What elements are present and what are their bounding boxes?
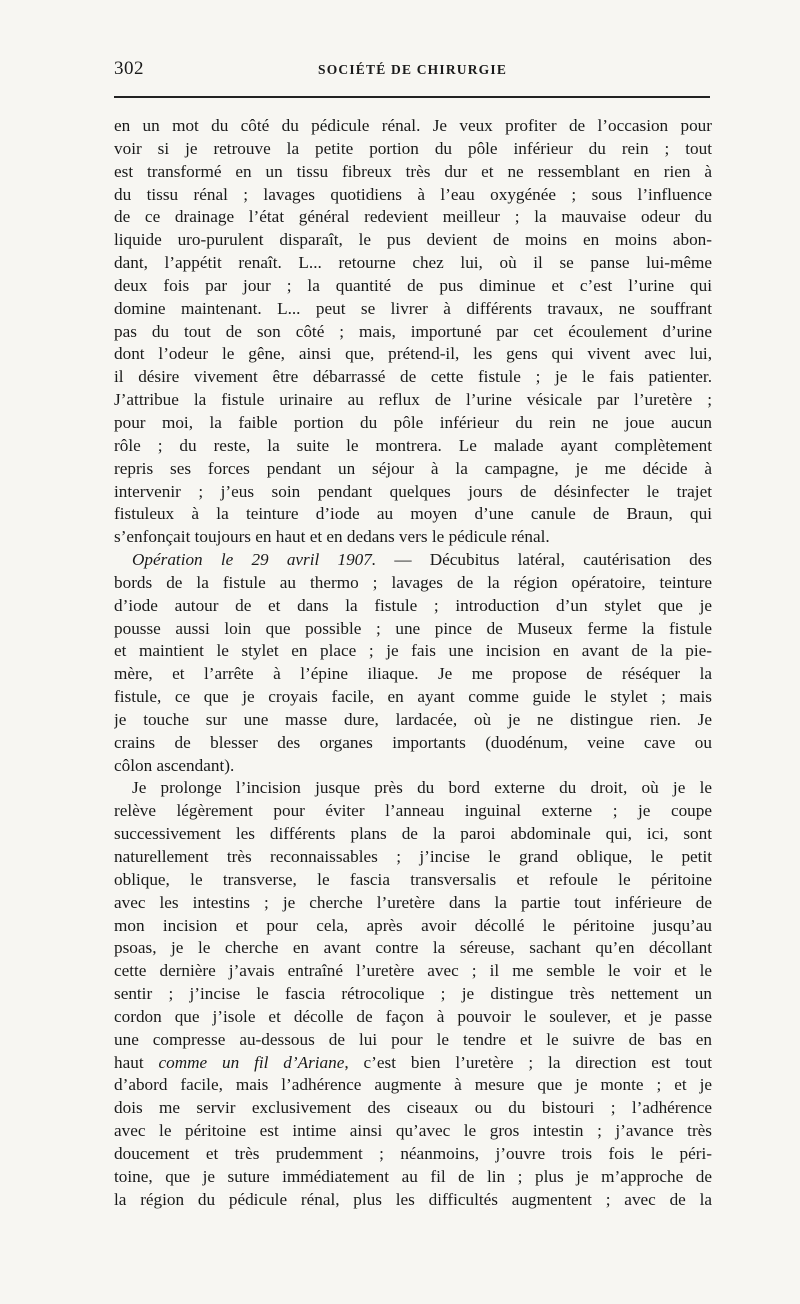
text-line: dois me servir exclusivement des ciseaux ou du bistouri ; l’adhérence bbox=[114, 1098, 712, 1118]
running-title: SOCIÉTÉ DE CHIRURGIE bbox=[318, 62, 508, 77]
text-line: relève légèrement pour éviter l’anneau inguinal externe ; je coupe bbox=[114, 801, 712, 821]
text-line: s’enfonçait toujours en haut et en dedans vers le pédicule rénal. bbox=[114, 527, 550, 547]
text-line: haut comme un fil d’Ariane, c’est bien l’uretère ; la direction est tout bbox=[114, 1052, 712, 1072]
text-line: une compresse au-dessous de lui pour le tendre et le suivre de bas en bbox=[114, 1029, 712, 1049]
text-line: dont l’odeur le gêne, ainsi que, prétend-il, les gens qui vivent avec lui, bbox=[114, 344, 712, 364]
text-line: d’abord facile, mais l’adhérence augmente à mesure que je monte ; et je bbox=[114, 1075, 712, 1095]
text-line: fistuleux à la teinture d’iode au moyen d’une canule de Braun, qui bbox=[114, 504, 712, 524]
text-line: est transformé en un tissu fibreux très dur et ne ressemblant en rien à bbox=[114, 161, 712, 181]
text-line: crains de blesser des organes importants (duodénum, veine cave ou bbox=[114, 732, 712, 752]
text-line: pas du tout de son côté ; mais, importuné par cet écoulement d’urine bbox=[114, 321, 712, 341]
text-line: rôle ; du reste, la suite le montrera. Le malade ayant complètement bbox=[114, 435, 712, 455]
text-line: avec le péritoine est intime ainsi qu’avec le gros intestin ; j’avance très bbox=[114, 1121, 712, 1141]
text-line: du tissu rénal ; lavages quotidiens à l’eau oxygénée ; sous l’influence bbox=[114, 184, 712, 204]
italic-text: Opération le 29 avril 1907. bbox=[132, 550, 377, 570]
text-line: oblique, le transverse, le fascia transversalis et refoule le péritoine bbox=[114, 869, 712, 889]
text-line: toine, que je suture immédiatement au fil de lin ; plus je m’approche de bbox=[114, 1166, 712, 1186]
text-line: je touche sur une masse dure, lardacée, où je ne distingue rien. Je bbox=[114, 709, 712, 729]
text-line: domine maintenant. L... peut se livrer à différents travaux, ne souffrant bbox=[114, 298, 712, 318]
page-header bbox=[114, 58, 710, 86]
text-line: Je prolonge l’incision jusque près du bord externe du droit, où je le bbox=[132, 778, 712, 798]
text-line: intervenir ; j’eus soin pendant quelques jours de désinfecter le trajet bbox=[114, 481, 712, 501]
italic-text: comme un fil d’Ariane bbox=[158, 1052, 345, 1072]
text-line: et maintient le stylet en place ; je fais une incision en avant de la pie- bbox=[114, 641, 712, 661]
text-line: deux fois par jour ; la quantité de pus diminue et c’est l’urine qui bbox=[114, 275, 712, 295]
text-line: il désire vivement être débarrassé de cette fistule ; je le fais patienter. bbox=[114, 367, 712, 387]
text-line: avec les intestins ; je cherche l’uretère dans la partie tout inférieure de bbox=[114, 892, 712, 912]
text-line: pousse aussi loin que possible ; une pince de Museux ferme la fistule bbox=[114, 618, 712, 638]
text-line: cette dernière j’avais entraîné l’uretère avec ; il me semble le voir et le bbox=[114, 961, 712, 981]
text-line: liquide uro-purulent disparaît, le pus devient de moins en moins abon- bbox=[114, 230, 712, 250]
text-line: repris ses forces pendant un séjour à la campagne, je me décide à bbox=[114, 458, 712, 478]
body-text bbox=[114, 115, 712, 1212]
page-number: 302 bbox=[114, 58, 144, 79]
text-line: mon incision et pour cela, après avoir décollé le péritoine jusqu’au bbox=[114, 915, 712, 935]
text-line: doucement et très prudemment ; néanmoins, j’ouvre trois fois le péri- bbox=[114, 1143, 712, 1163]
text-line: successivement les différents plans de la paroi abdominale qui, ici, sont bbox=[114, 824, 712, 844]
header-rule bbox=[114, 96, 710, 98]
text-line: Opération le 29 avril 1907. — Décubitus latéral, cautérisation des bbox=[132, 550, 712, 570]
text-line: côlon ascendant). bbox=[114, 755, 235, 775]
text-line: d’iode autour de et dans la fistule ; introduction d’un stylet que je bbox=[114, 595, 712, 615]
text-line: J’attribue la fistule urinaire au reflux de l’urine vésicale par l’uretère ; bbox=[114, 390, 712, 410]
text-line: de ce drainage l’état général redevient meilleur ; la mauvaise odeur du bbox=[114, 207, 712, 227]
text-line: sentir ; j’incise le fascia rétrocolique ; je distingue très nettement un bbox=[114, 984, 712, 1004]
text-line: cordon que j’isole et décolle de façon à pouvoir le soulever, et je passe bbox=[114, 1006, 712, 1026]
text-line: voir si je retrouve la petite portion du pôle inférieur du rein ; tout bbox=[114, 138, 712, 158]
text-line: en un mot du côté du pédicule rénal. Je veux profiter de l’occasion pour bbox=[114, 116, 712, 135]
text-line: bords de la fistule au thermo ; lavages de la région opératoire, teinture bbox=[114, 572, 712, 592]
text-line: psoas, je le cherche en avant contre la séreuse, sachant qu’en décollant bbox=[114, 938, 712, 958]
text-line: dant, l’appétit renaît. L... retourne chez lui, où il se panse lui-même bbox=[114, 253, 712, 273]
text-line: fistule, ce que je croyais facile, en ayant comme guide le stylet ; mais bbox=[114, 687, 712, 707]
text-line: la région du pédicule rénal, plus les difficultés augmentent ; avec de la bbox=[114, 1189, 712, 1209]
text-line: naturellement très reconnaissables ; j’incise le grand oblique, le petit bbox=[114, 847, 712, 866]
text-line: pour moi, la faible portion du pôle inférieur du rein ne joue aucun bbox=[114, 412, 712, 432]
text-line: mère, et l’arrête à l’épine iliaque. Je me propose de réséquer la bbox=[114, 664, 712, 684]
